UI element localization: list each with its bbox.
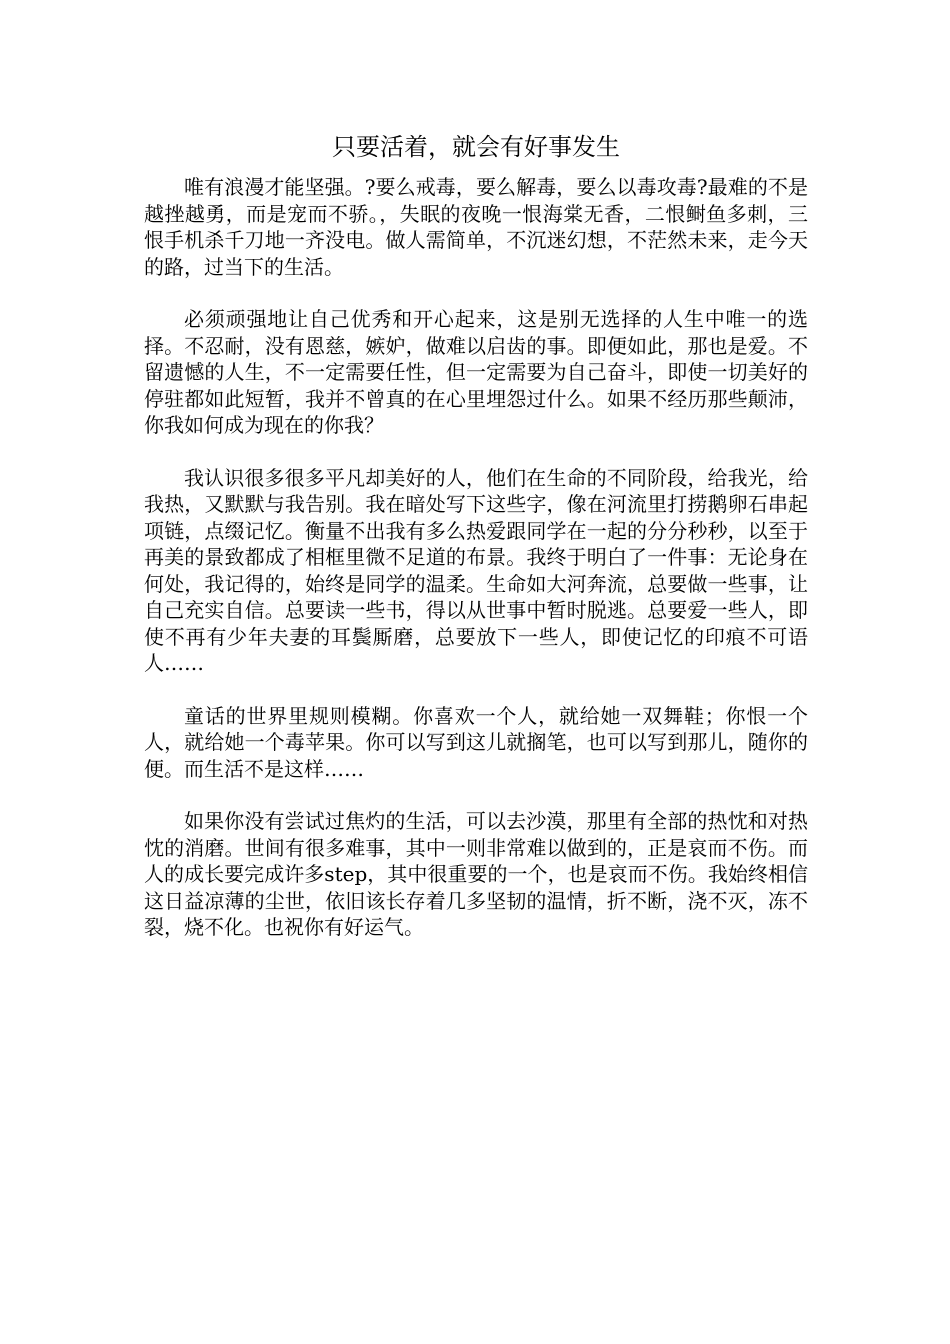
- paragraph-2: 必须顽强地让自己优秀和开心起来，这是别无选择的人生中唯一的选择。不忍耐，没有恩慈，嫉妒，做难以启齿的事。即便如此，那也是爱。不留遗憾的人生，不一定需要任性，但一定需要为自己奋斗，即使一切美好的停驻都如此短暂，我并不曾真的在心里埋怨过什么。如果不经历那些颠沛，你我如何成为现在的你我？: [144, 307, 808, 437]
- paragraph-5: 如果你没有尝试过焦灼的生活，可以去沙漠，那里有全部的热忱和对热忱的消磨。世间有很多难事，其中一则非常难以做到的，正是哀而不伤。而人的成长要完成许多step，其中很重要的一个，也是哀而不伤。我始终相信这日益凉薄的尘世，依旧该长存着几多坚韧的温情，折不断，浇不灭，冻不裂，烧不化。也祝你有好运气。: [144, 809, 808, 939]
- document-body: [144, 130, 808, 941]
- paragraph-3: 我认识很多很多平凡却美好的人，他们在生命的不同阶段，给我光，给我热，又默默与我告别。我在暗处写下这些字，像在河流里打捞鹅卵石串起项链，点缀记忆。衡量不出我有多么热爱跟同学在一起的分分秒秒，以至于再美的景致都成了相框里微不足道的布景。我终于明白了一件事：无论身在何处，我记得的，始终是同学的温柔。生命如大河奔流，总要做一些事，让自己充实自信。总要读一些书，得以从世事中暂时脱逃。总要爱一些人，即使不再有少年夫妻的耳鬓厮磨，总要放下一些人，即使记忆的印痕不可语人……: [144, 465, 808, 675]
- paragraph-1: 唯有浪漫才能坚强。?要么戒毒，要么解毒，要么以毒攻毒?最难的不是越挫越勇，而是宠而不骄。，失眠的夜晚一恨海棠无香，二恨鲥鱼多刺，三恨手机杀千刀地一齐没电。做人需简单，不沉迷幻想，不茫然未来，走今天的路，过当下的生活。: [144, 175, 808, 279]
- document-title: 只要活着，就会有好事发生: [332, 133, 620, 161]
- paragraph-4: 童话的世界里规则模糊。你喜欢一个人，就给她一双舞鞋；你恨一个人，就给她一个毒苹果。你可以写到这儿就搁笔，也可以写到那儿，随你的便。而生活不是这样……: [144, 703, 808, 781]
